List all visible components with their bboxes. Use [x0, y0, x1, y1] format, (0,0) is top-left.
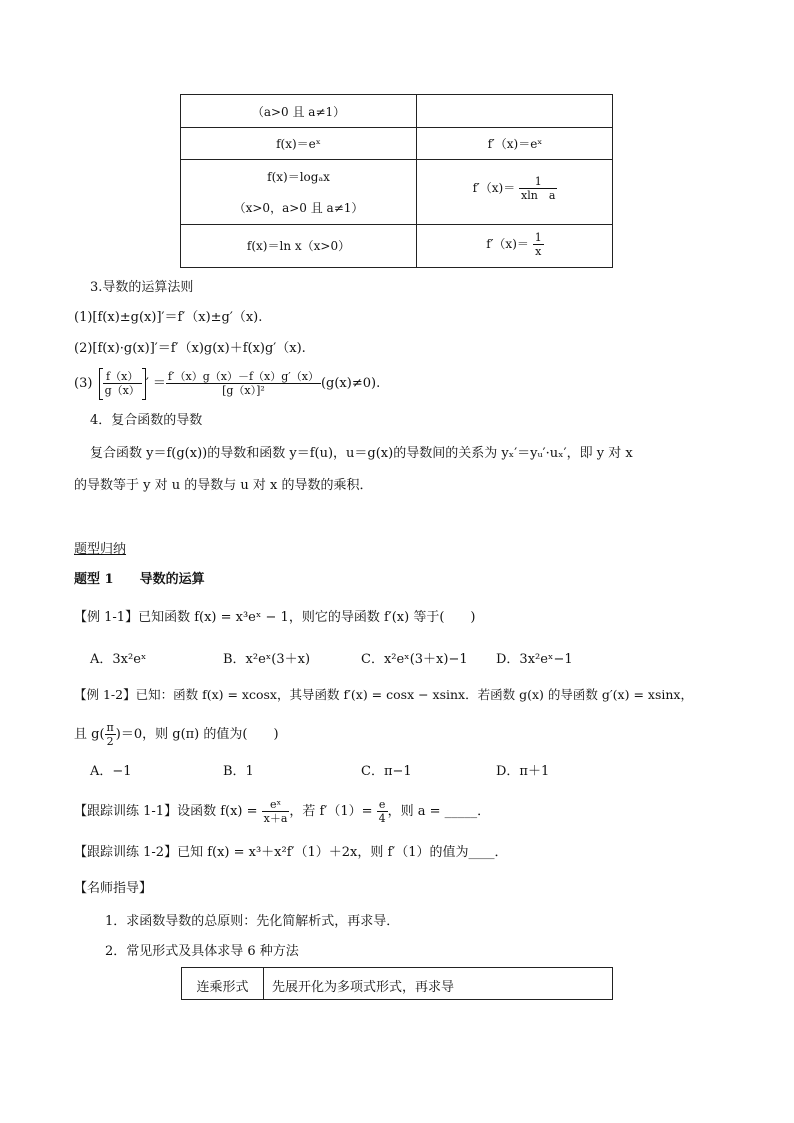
text: ，则 a = _____． [387, 804, 491, 819]
section-title: 题型归纳 [74, 542, 127, 557]
numerator: e [377, 798, 388, 812]
example-question [74, 720, 279, 750]
option: B．x²eˣ(3＋x) [223, 652, 311, 667]
table-cell: （x>0，a>0 且 a≠1） [233, 201, 364, 215]
formula-table [180, 94, 613, 268]
numerator: eˣ [262, 798, 290, 812]
text: )＝0，则 g(π) 的值为( ) [115, 727, 279, 742]
option: D．3x²eˣ−1 [496, 652, 573, 667]
option: A．3x²eˣ [90, 652, 147, 667]
fraction [377, 798, 388, 825]
option: D．π＋1 [496, 764, 550, 779]
denominator: xln a [521, 189, 556, 202]
numerator: 1 [519, 175, 557, 189]
table-cell: f(x)＝eˣ [276, 137, 321, 151]
text: 【跟踪训练 1-1】设函数 f(x) = [74, 804, 258, 819]
denominator: x＋a [263, 812, 288, 825]
table-cell [417, 175, 613, 202]
table-cell: f(x)＝logₐx [267, 170, 330, 184]
denominator: g（x） [104, 384, 140, 397]
fraction [103, 370, 142, 397]
rule-line: (1)[f(x)±g(x)]′＝f′（x)±g′（x). [74, 310, 263, 325]
practice-question: 【跟踪训练 1-2】已知 f(x) = x³＋x²f′（1）＋2x，则 f′（1）的值为____． [74, 845, 508, 860]
table-divider [181, 224, 612, 225]
table-cell: f(x)＝ln x（x>0） [246, 239, 351, 253]
rule-line [74, 367, 380, 401]
option: A．−1 [90, 764, 132, 779]
formula-lhs: f′（x)＝ [472, 181, 516, 195]
text: ，若 f′（1）= [289, 804, 373, 819]
option: B．1 [223, 764, 254, 779]
table-divider [263, 968, 264, 999]
table-cell: f′（x)＝eˣ [487, 137, 543, 151]
fraction [166, 370, 321, 397]
paragraph: 复合函数 y＝f(g(x))的导数和函数 y＝f(u)，u＝g(x)的导数间的关系为 yₓ′＝yᵤ′·uₓ′，即 y 对 x [90, 446, 633, 461]
tip-line: 1．求函数导数的总原则：先化简解析式，再求导． [105, 914, 400, 929]
section-heading: 4．复合函数的导数 [90, 413, 203, 428]
tips-heading: 【名师指导】 [74, 881, 153, 896]
equals: ＝ [152, 376, 166, 391]
prime-mark: ′ [145, 376, 149, 391]
numerator: 1 [534, 231, 542, 244]
condition: (g(x)≠0). [320, 376, 381, 391]
rule-label: (3) [74, 376, 93, 391]
fraction [519, 175, 557, 202]
practice-question [74, 795, 490, 829]
text: 且 g( [74, 727, 105, 742]
numerator: f′（x）g（x）－f（x）g′（x） [167, 370, 319, 383]
denominator: [g（x）]² [222, 384, 265, 397]
table-cell: 连乘形式 [196, 980, 249, 995]
example-question: 【例 1-1】已知函数 f(x) = x³eˣ − 1，则它的导函数 f′(x) 等于( ) [74, 610, 476, 625]
fraction [105, 721, 116, 748]
denominator: 4 [378, 812, 386, 825]
option: C．π−1 [361, 764, 412, 779]
table-cell [417, 231, 613, 258]
option: C．x²eˣ(3＋x)−1 [361, 652, 468, 667]
table-cell: 先展开化为多项式形式，再求导 [272, 980, 455, 995]
fraction [262, 798, 290, 825]
table-cell: （a>0 且 a≠1） [251, 105, 346, 119]
tip-line: 2．常见形式及具体求导 6 种方法 [105, 944, 299, 959]
table-divider [181, 159, 612, 160]
fraction [533, 231, 544, 258]
table-divider [181, 127, 612, 128]
example-question: 【例 1-2】已知：函数 f(x) = xcosx，其导函数 f′(x) = cosx − xsinx．若函数 g(x) 的导函数 g′(x) = xsinx， [74, 687, 693, 702]
paragraph: 的导数等于 y 对 u 的导数与 u 对 x 的导数的乘积． [74, 478, 373, 493]
denominator: 2 [106, 735, 114, 748]
numerator: f（x） [103, 370, 142, 384]
denominator: x [535, 245, 542, 258]
formula-lhs: f′（x)＝ [486, 237, 529, 251]
rule-line: (2)[f(x)·g(x)]′＝f′（x)g(x)＋f(x)g′（x). [74, 341, 306, 356]
type-heading: 题型 1 导数的运算 [74, 572, 205, 587]
numerator: π [106, 721, 114, 734]
section-heading: 3.导数的运算法则 [90, 280, 194, 295]
method-table [181, 967, 613, 1000]
